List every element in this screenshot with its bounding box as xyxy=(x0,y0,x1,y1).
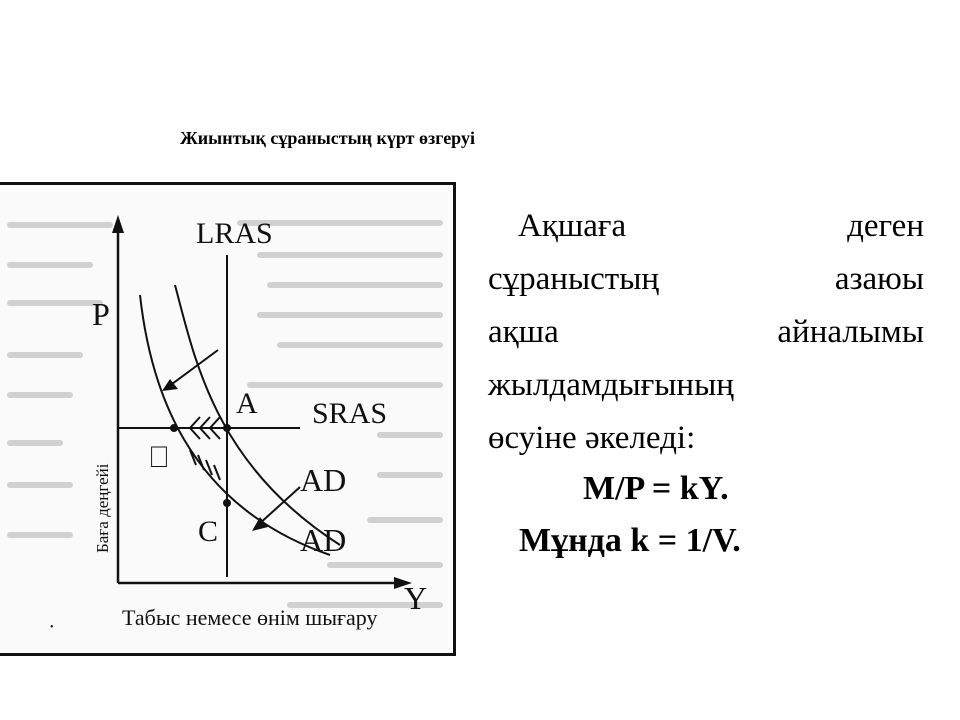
formula-quantity-equation: M/P = kY. xyxy=(583,470,729,507)
label-ad-lower: AD xyxy=(300,522,347,558)
axis-x-label: Табыс немесе өнім шығару xyxy=(122,605,378,630)
shift-arrow-lower xyxy=(258,487,300,525)
label-box: ⎕ xyxy=(150,441,168,474)
axis-y-label: Баға деңгейі xyxy=(93,463,112,553)
text-word: Ақшаға xyxy=(518,208,627,244)
text-word: сұраныстың xyxy=(488,261,660,297)
body-paragraph xyxy=(488,200,924,465)
label-c: C xyxy=(198,515,219,548)
label-a: A xyxy=(236,387,258,420)
y-axis-arrow xyxy=(112,215,124,233)
point-c xyxy=(223,499,231,507)
text-word: ақша xyxy=(488,314,559,350)
label-p: P xyxy=(92,296,110,332)
formula-k-definition: Мұнда k = 1/V. xyxy=(519,522,741,559)
slide-title: Жиынтық сұраныстың күрт өзгеруі xyxy=(180,128,475,148)
text-word: деген xyxy=(847,208,924,244)
text-line-5 xyxy=(488,412,924,465)
label-ad-upper: AD xyxy=(300,462,347,498)
text-word: айналымы xyxy=(777,314,924,350)
text-word: жылдамдығының xyxy=(488,367,734,403)
point-a xyxy=(223,424,231,432)
stray-mark: • xyxy=(50,622,54,633)
point-shifted xyxy=(170,424,178,432)
text-line-4 xyxy=(488,359,924,412)
text-word: азаюы xyxy=(834,261,924,297)
label-y: Y xyxy=(404,580,428,616)
aggregate-demand-diagram xyxy=(0,182,456,656)
text-line-3 xyxy=(488,306,924,359)
text-line-2 xyxy=(488,253,924,306)
text-word: өсуіне әкеледі: xyxy=(488,420,696,456)
label-sras: SRAS xyxy=(312,397,388,430)
text-line-1 xyxy=(488,200,924,253)
shift-arrow-upper xyxy=(168,350,218,387)
label-lras: LRAS xyxy=(196,217,273,250)
